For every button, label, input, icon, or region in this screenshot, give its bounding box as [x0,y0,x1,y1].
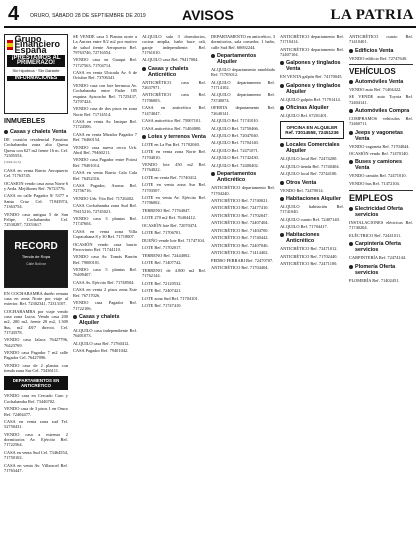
classified-ad: ANTICRÉTICO Ref. 72471100. [280,261,338,267]
classified-ad: LOTE en venta zona Sur Ref. 71703507. [142,182,206,193]
category-heading [349,159,413,171]
classified-ad: ANTICRÉTICO Ref. 71702047. [211,212,269,218]
category-label: Automóviles Compra [355,107,410,114]
classified-ad: ALQUILO habitación Ref. 71741040. [280,203,344,215]
classified-ad: TERRENO de 4.000 m2 Ref. 71762144. [142,267,206,279]
category-label: Departamentos Anticrético [217,171,257,184]
classified-ad: ALQUILO Ref. 67201401. [280,112,328,118]
spain-flag-icon [7,40,13,50]
classified-ad: ALQUILO local Ref. 72474200. [280,156,338,162]
classified-ad: ALQUILO tienda Ref. 71740404. [280,163,340,169]
category-heading [349,206,413,218]
classified-ad: PLOMERÍA Ref. 71402451. [349,277,400,283]
category-heading [280,142,344,154]
classified-ad: VENDO Urb. Vito Ref. 71726402. [73,195,135,201]
bullet-icon [349,207,353,211]
bullet-icon [280,197,284,201]
page-header [4,4,416,28]
bullet-icon [349,80,353,84]
classified-ad: VENDO auto Ref. 71404422. [349,86,402,92]
classified-ad: CASA anticrético Ref. 71404000. [142,125,202,131]
classified-ad: DE ocasión residencial Faustino Cochabamba zona alta Quesu Quesu con 627 m2 frente 16 m. Cel. 72305554. [4,137,68,158]
classified-ad: COMPRAMOS vehículos Ref. 72460711. [349,115,413,127]
classified-ad: TERRENO Ref. 72444002. [142,252,191,258]
bullet-icon [349,49,353,53]
classified-ad: CASA en venta Barrio Aeropuerto Cel. 71763745. [4,167,68,179]
category-heading [280,232,344,244]
classified-ad: VENDO casa Pagador Ref. 71722106. [73,300,137,311]
classified-ad: CASA en venta zona Villa Copacabana 8 y 30 Ref. 71718007. [73,228,137,240]
classified-ad: VENDO casa a estrenar 2 dormitorios Av. Ejército Ref. 71722564. [4,431,68,448]
classified-ad: CASA en venta Ubicada Av. 6 de Octubre Ref. 73706341. [73,70,137,81]
classifieds-columns [4,34,416,540]
category-label: Galpones y tinglados Venta [286,60,341,73]
classified-ad: CASA en venta Sud Cel. 73464554, 71750102. [4,449,68,461]
category-label: Casas y chalets Alquiler [79,313,120,326]
classified-ad: LOTE Ref. 71706701. [142,230,182,236]
classified-ad: VENDO casa con lote hermosa Av. Cochabamba entre Padre 185 esquina Ayacucho Ref. 71725437, 72707424. [73,82,137,104]
classified-ad: ALQUILO cuarto Ref. 72407140. [280,216,340,222]
category-label: Galpones y tinglados Alquiler [286,82,341,95]
classified-ad: ANTICRÉTICO Ref. 72471012. [280,246,338,252]
classified-ad: ANTICRÉTICO cuarto Ref. 71410401. [349,34,413,45]
classified-ad: ALQUILO departamento amoblado Ref. 71705012. [211,66,275,78]
classified-ad: OCASION vendo casa zona Norte 6 y Avda. Mejillones Ref. 76723776. [4,180,68,191]
classified-ad: ALQUILO departamento Ref. 73740074. [211,92,275,103]
ad-grupo-espana [4,34,68,114]
bullet-icon [73,315,77,319]
classified-ad: LOTE Ref. 71747410. [142,303,182,308]
classifieds-col-2 [73,34,137,540]
category-heading [280,83,344,95]
classified-ad: ALQUILO casa Ref. 79417004. [142,57,199,63]
category-heading [349,48,413,54]
classified-ad: LOTE Ref. 71702017. [142,245,182,251]
classified-ad: CASA Cochabamba zona Sud Ref. 79415216, 72745021. [73,203,137,214]
classifieds-col-1 [4,34,68,540]
dateline: ORURO, SÁBADO 28 DE SEPTIEMBRE DE 2019 [30,13,146,19]
category-label: Casas y chalets Venta [10,129,67,135]
classified-ad: LOTE 270 m2 Ref. 76404412. [142,215,196,221]
page-number: 4 [8,3,20,25]
classified-ad: EN VENTA galpón Ref. 74170045. [280,74,343,80]
classified-ad: ALQUILO casa independiente Ref. 76401073. [73,327,137,339]
classified-ad: CASA en venta Av. Iznique Ref. 71724506. [73,119,137,130]
bullet-icon [349,265,353,269]
classified-ad: ALQUILO Ref. 71704140. [211,140,259,146]
category-label: Locales Comerciales Alquiler [286,142,340,155]
classified-ad: VENDO casa 5 plantas Ref. 76409407. [73,267,137,278]
classified-ad: ALQUILO Ref. 72471071. [211,147,259,153]
bullet-icon [349,109,353,113]
classified-ad: CASA anticrético Ref. 75007101. [142,118,202,124]
classified-ad: EN COCHABAMBA dueño remata casa en zona Norte por viaje al exterior. Ref. 72302341, 72313107. [4,290,68,307]
category-label: Plomería Oferta servicios [355,263,396,276]
classified-ad: ANTICRÉTICO departamento Ref. 72407104. [280,46,344,58]
classifieds-col-5 [280,34,344,540]
classified-ad: VENDO edificio Ref. 72747640. [349,55,408,61]
classified-ad: ALQUILO Ref. 72400402. [211,162,259,168]
category-heading [349,108,413,114]
category-label: Electricidad Oferta servicios [355,206,403,219]
classified-ad: VENDO Ref. 72470014. [280,187,324,193]
classified-ad: ANTICRÉTICO Ref. 72407046. [211,242,269,248]
ad-code: (1019-2a-5) [4,160,21,165]
classified-ad: VENDO casa Jalaca 76427796, 76423769. [4,337,68,348]
classified-ad: OFERTA departamento Ref. 72640141. [211,105,275,116]
classified-ad: CARPINTERÍA Ref. 72474144. [349,255,407,261]
classified-ad: VENDO casa Pagador 7 m2 calle Pagador Cel. 76427096. [4,350,68,361]
classified-ad: LOTE zona Sud Ref. 71704101. [142,295,199,301]
ad-info: INFORMACIONES [7,76,65,81]
category-label: Habitaciones Alquiler [286,195,341,202]
classified-ad: ALQUILO Ref. 71741010. [211,118,259,124]
category-label: Carpintería Oferta servicios [355,241,401,254]
classified-ad: LOTE Ref. 71407742. [142,260,182,266]
ad-logo-row [7,34,65,55]
category-label: Otros Venta [286,179,317,186]
bullet-icon [142,135,146,139]
newspaper-brand: LA PATRIA [330,7,414,23]
classified-ad: ANTICRÉTICO Ref. 71414402. [211,250,269,256]
category-heading [142,134,206,140]
classified-ad: CASA en venta Mirador Pagador 7 Ref. 76460154. [73,131,137,143]
classified-ad: LOTE en venta Av. Ejército Ref. 71706002. [142,195,206,206]
category-heading [73,314,137,326]
classified-ad: DEPARTAMENTO en anticrético, 3 dormitorios, sala comedor, 1 baño, calle Sud Ref. 60692244. [211,34,275,50]
category-heading [349,130,413,142]
category-heading [4,118,68,125]
classified-ad: CASA en calle Pagador 8/ 5377 a Santa Cruz Cel. 71943974, 71363754. [4,193,68,210]
classified-ad: ANTICRÉTICO Ref. 72477410. [211,205,269,211]
category-label: Jeeps y vagonetas Venta [355,129,403,142]
classified-ad: ALQUILO Ref. 71704417. [280,224,328,230]
classified-ad: VENDO camión Ref. 72471010. [349,173,407,179]
classified-ad: ALQUILO Ref. 72750466. [211,125,259,131]
classified-ad: VENDO casa nueva cerca Urb. Abril Ref. 79460211. [73,144,137,155]
category-label: Edificios Venta [355,47,394,54]
category-label: Buses y camiones Venta [355,159,403,172]
category-heading [349,241,413,253]
classified-ad: ALQUILO sala 3 dormitorios, cocina amplia, baño hace cali, garaje independiente. Ref. 71761010. [142,34,206,55]
section-heading-empleos: EMPLEOS [349,190,413,203]
classified-ad: VENDO casa 3 plantas Ref. 71747604. [73,216,137,227]
ad-record [4,230,68,288]
classified-ad: SE VENDE auto Toyota Ref. 72404141. [349,94,413,105]
classified-ad: ANTICRÉTICO Ref. 71404700. [211,227,269,233]
bullet-icon [4,130,8,134]
section-title: AVISOS [182,7,234,23]
bullet-icon [280,106,284,110]
classified-ad: ALQUILO departamento Ref. 71714102. [211,79,275,90]
classified-ad: ALQUILO casa Ref. 71760412. [73,340,130,346]
classified-ad: ANTICRÉTICO casa Ref. 71706003. [142,92,206,103]
classified-ad: VENDO casa de 2 plantas con tienda zona Sur Cel. 73436111. [4,362,68,374]
bullet-icon [280,84,284,88]
classified-ad: CASA Pagador, Aroma Ref. 72756716. [73,183,137,194]
classified-ad: CASA Pagador Ref. 79401042. [73,348,129,354]
classified-ad: ALQUILO galpón Ref. 71701414. [280,96,341,102]
classified-ad: ELÉCTRICO Ref. 72441011. [349,232,402,238]
category-heading [280,60,344,72]
bullet-icon [142,67,146,71]
classified-ad: LOTE en La Paz Ref. 71702040. [142,141,200,147]
ad-record-title: RECORD [14,240,58,252]
classified-ad: CASA en venta Av. Villarroel Ref. 71763447. [4,462,68,473]
classified-ad: OCASIÓN vendo Ref. 71470140. [349,151,409,157]
classified-ad: VENDO casa Pagador entre Potosí Ref. 79401014. [73,157,137,168]
category-label: INMUEBLES [4,118,46,125]
classifieds-col-3 [142,34,206,540]
classified-ad: VENDO casa antigua 5 de San Felipe, Cochabamba Cel. 72530287, 72353617. [4,211,68,228]
category-heading [4,129,68,135]
category-label: Oficinas Alquiler [286,104,329,111]
bullet-icon [211,172,215,176]
classified-ad: CASA en venta zona sud Tel. 52750431. [4,419,68,430]
classified-ad: TERRENO Ref. 71764047. [142,207,191,213]
bullet-icon [280,143,284,147]
classified-ad: LOTE Ref. 72407421. [142,288,182,294]
category-label: Casas y chalets Anticrético [148,65,189,78]
category-label: Automóviles Venta [355,78,404,85]
category-heading [349,264,413,276]
classified-ad: VENDO casa de 3 pisos 1 en Oruro Ref. 72404477. [4,406,68,417]
classified-ad: CASA en venta Barrio Cala Cala Ref. 76452316. [73,170,137,181]
classified-ad: ANTICRÉTICO casa Ref. 72637971. [142,79,206,90]
classified-ad: VENDO casa de dos pisos en zona Norte Ref. 71714514. [73,106,137,117]
bullet-icon [280,61,284,65]
classified-ad: VENDO vagoneta Ref. 71704044. [349,143,410,149]
classified-ad: ANTICRÉTICO Ref. 71702440. [280,253,338,259]
classified-ad: CASA en anticrético Ref. 71474047. [142,105,206,116]
classified-ad: SE VENDE casa 5 Plantas norte a La Aurora entre 8/2 m2 por motivo de salud frente Aeropuerto Ref. 79763746, 72716554. [73,34,137,55]
classified-ad: LOTE Ref. 72120532. [142,280,182,286]
classified-ad: LOTE en venta zona Norte Ref. 71704010. [142,149,206,160]
classified-ad: LOTE en venta Ref. 71740412. [142,174,198,180]
classified-ad: ALQUILO local Ref. 72744100. [280,171,338,177]
ad-record-sub2: Calle Bolívar [26,261,46,266]
classified-ad: ALQUILO Ref. 72047040. [211,132,259,138]
ad-banner: ¡PRÉSTAMOS AL PRIMERAZO! [7,55,65,68]
classified-ad: ANTICRÉTICO Ref. 71704404. [211,265,269,271]
category-heading [280,196,344,202]
bullet-icon [280,233,284,237]
classified-ad: ALQUILO Ref. 71742430. [211,155,259,161]
ad-record-sub: Tienda de Ropa [21,253,51,259]
bullet-icon [211,54,215,58]
classified-ad: CASA en venta 2 pisos zona Este Ref. 76717026. [73,287,137,298]
ad-brand-name: Grupo Financiero España [14,34,61,55]
classified-ad: ANTICRÉTICO Ref. 71740442. [211,235,269,241]
bullet-icon [349,242,353,246]
category-heading [280,180,344,186]
ad-sub: Sin hipoteca · Sin Garante [12,68,60,74]
classified-ad: OCASIÓN vendo casa barrio Ferroviario Ref. 71744110. [73,241,137,252]
category-label: Habitaciones Anticrético [286,232,320,245]
classified-ad: ANTICRÉTICO departamento Ref. 71710414. [280,34,344,45]
classified-ad: VENDO casa en Cercado Caro y Cochabamba Ref. 73446702. [4,393,68,404]
classified-ad: PEDRO FERRARI Ref. 72470707. [211,257,274,263]
category-label: Lotes y terrenos Venta [148,133,206,140]
bullet-icon [349,131,353,135]
classified-ad: VENDO bus Ref. 71472104. [349,180,400,186]
category-heading [211,171,275,183]
category-heading [349,79,413,85]
bullet-icon [349,160,353,164]
classified-ad: OCASIÓN lote Ref. 72070474. [142,222,198,228]
classified-ad: ANTICRÉTICO Ref. 72407404. [211,220,269,226]
ad-oficina: OFICINA EN ALQUILER Ref. 73014558, 72451236 [280,121,344,139]
classified-ad: VENDO lote 450 m2 Ref. 71764022. [142,162,206,173]
category-label: Departamentos Alquiler [217,52,257,65]
category-heading [142,66,206,78]
classified-ad: INSTALACIONES eléctricas Ref. 71740204. [349,220,413,231]
classifieds-col-6 [349,34,413,540]
classifieds-col-4 [211,34,275,540]
ad-departamentos: DEPARTAMENTOS EN ANTICRÉTICO [4,376,68,390]
section-heading-vehiculos: VEHÍCULOS [349,64,413,76]
classified-ad: ANTICRÉTICO departamento Ref. 71704240. [211,185,275,196]
classified-ad: COCHABAMBA por viaje vendo casa zona Lucia. Vendo casa 200 m2, 200 m2, frente 20 m2, 1.300 $us, m2 48/7 directo. Cel. 71743578. [4,308,68,335]
classified-ad: DUEÑO vende lote Ref. 71747104. [142,237,205,243]
bullet-icon [280,181,284,185]
classified-ad: VENDO casa en Guaqui Ref. 71727563, 71704714. [73,57,137,68]
category-heading [280,105,344,111]
classified-ad: ANTICRÉTICO Ref. 71740021. [211,198,269,203]
category-heading [211,53,275,65]
classified-ad: CASA Av. Ejército Ref. 71748504. [73,279,135,285]
classified-ad: VENDO casa Av. Tomás Barrón Ref. 79000101. [73,254,137,265]
